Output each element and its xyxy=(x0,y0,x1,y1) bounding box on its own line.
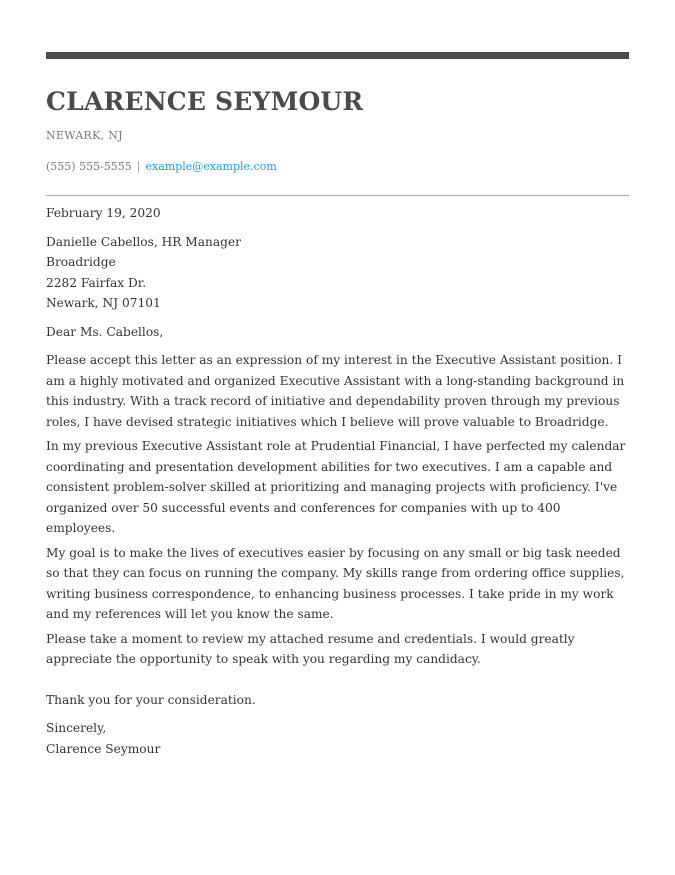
closing: Sincerely, xyxy=(46,721,107,735)
contact-separator: | xyxy=(136,160,141,173)
recipient-name-title: Danielle Cabellos, HR Manager xyxy=(46,234,241,249)
letter-date: February 19, 2020 xyxy=(46,206,161,220)
signature-name: Clarence Seymour xyxy=(46,741,161,756)
applicant-name: CLARENCE SEYMOUR xyxy=(46,87,364,116)
thank-you-line: Thank you for your consideration. xyxy=(46,692,256,707)
phone-number: (555) 555-5555 xyxy=(46,160,132,173)
header-accent-bar xyxy=(46,52,629,59)
recipient-street: 2282 Fairfax Dr. xyxy=(46,275,147,290)
body-paragraph-1: Please accept this letter as an expression of my interest in the Executive Assistant position. I am a highly motivated and organized Executive Assistant with a long-standing background in this industry. With a track record of initiative and dependability proven through my previous roles, I have devised strategic initiatives which I believe will prove valuable to Broadridge. xyxy=(46,353,625,429)
body-paragraph-3: My goal is to make the lives of executives easier by focusing on any small or big task needed so that they can focus on running the company. My skills range from ordering office supplies, writing business correspondence, to enhancing business processes. I take pride in my work and my references will let you know the same. xyxy=(46,545,625,621)
recipient-company: Broadridge xyxy=(46,255,116,269)
header-divider xyxy=(46,195,629,196)
recipient-city-state-zip: Newark, NJ 07101 xyxy=(46,296,161,310)
body-paragraph-4: Please take a moment to review my attached resume and credentials. I would greatly appreciate the opportunity to speak with you regarding my candidacy. xyxy=(46,631,575,666)
body-paragraph-2: In my previous Executive Assistant role at Prudential Financial, I have perfected my calendar coordinating and presentation development abilities for two executives. I am a capable and consistent problem-solver skilled at prioritizing and managing projects with proficiency. I've organized over 50 successful events and conferences for companies with up to 400 employees. xyxy=(46,439,626,535)
salutation: Dear Ms. Cabellos, xyxy=(46,324,164,339)
recipient-address xyxy=(46,232,631,314)
email-link[interactable]: example@example.com xyxy=(145,160,277,173)
letter-body xyxy=(46,203,631,759)
applicant-location: NEWARK, NJ xyxy=(46,129,123,142)
contact-line xyxy=(46,160,277,174)
